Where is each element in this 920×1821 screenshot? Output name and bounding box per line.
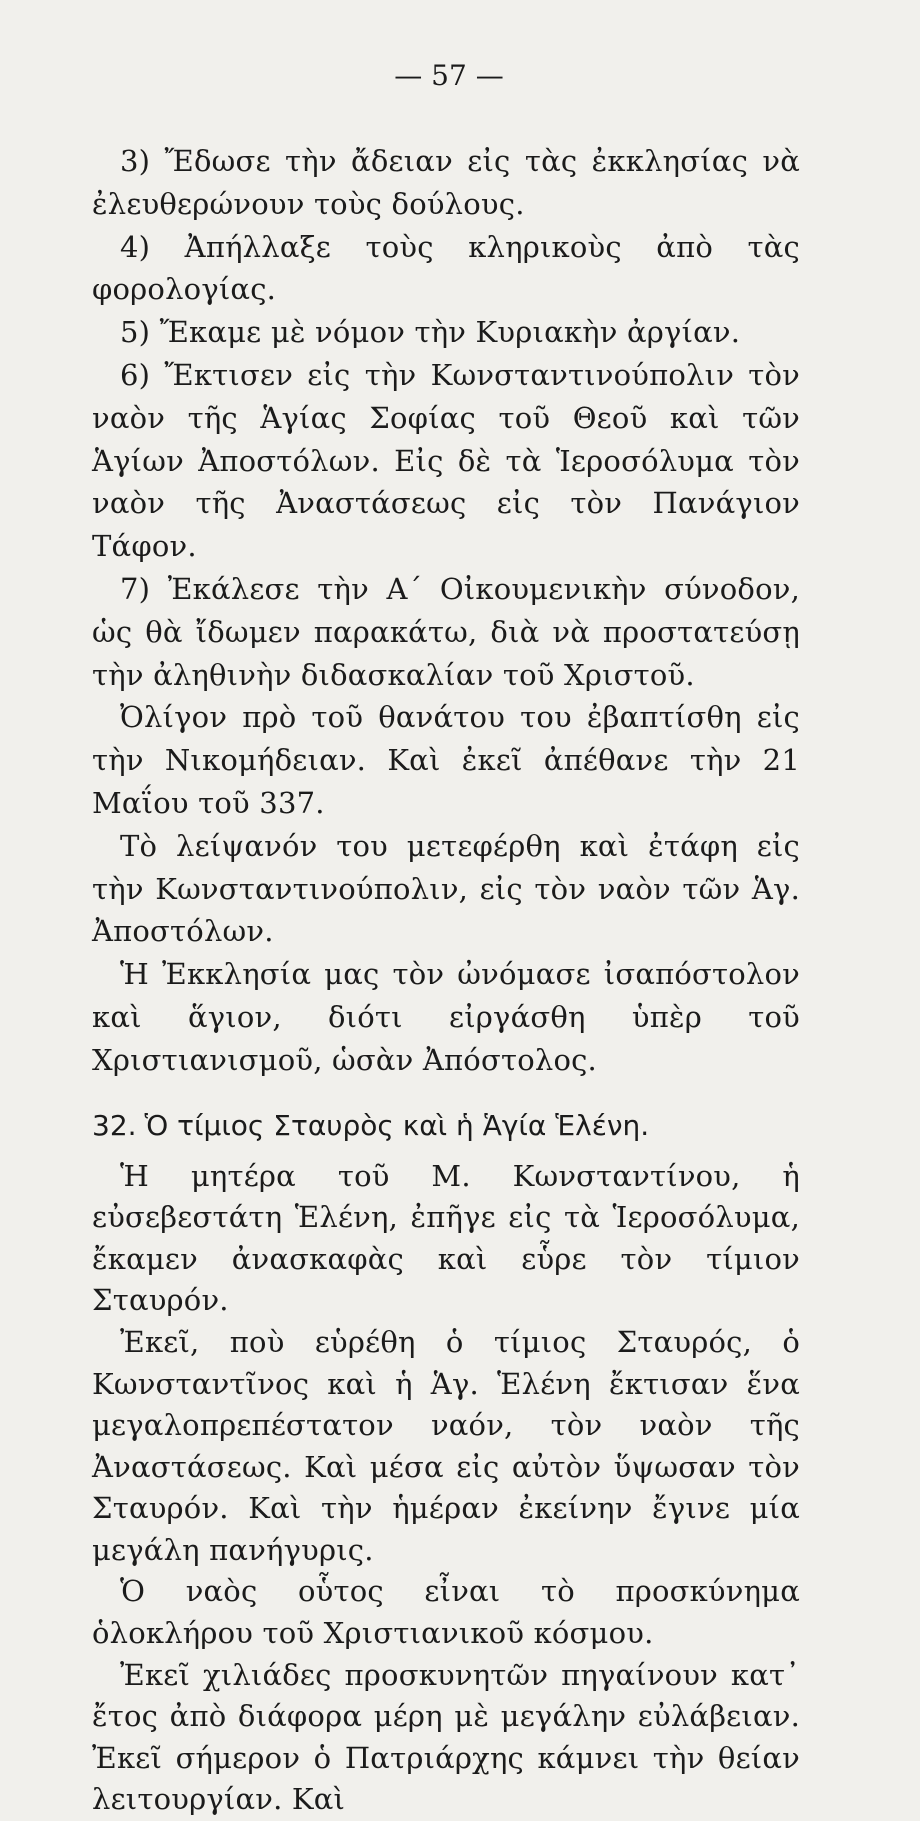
paragraph-item-6: 6) Ἔκτισεν εἰς τὴν Κωνσταντινούπολιν τὸν ναὸν τῆς Ἁγίας Σοφίας τοῦ Θεοῦ καὶ τῶν Ἁγίων Ἀποστόλων. Εἰς δὲ τὰ Ἱεροσόλυμα τὸν ναὸν τῆς Ἀναστάσεως εἰς τὸν Πανάγιον Τάφον. (92, 357, 800, 564)
section-paragraph-church: Ἐκεῖ, ποὺ εὑρέθη ὁ τίμιος Σταυρός, ὁ Κωνσταντῖνος καὶ ἡ Ἁγ. Ἑλένη ἔκτισαν ἕνα μεγαλοπρεπέστατον ναόν, τὸν ναὸν τῆς Ἀναστάσεως. Καὶ μέσα εἰς αὐτὸν ὕψωσαν τὸν Σταυρόν. Καὶ τὴν ἡμέραν ἐκείνην ἔγινε μία μεγάλη πανήγυρις. (92, 1324, 800, 1567)
section-paragraph-pilgrims: Ἐκεῖ χιλιάδες προσκυνητῶν πηγαίνουν κατ᾿ ἔτος ἀπὸ διάφορα μέρη μὲ μεγάλην εὐλάβειαν. Ἐκεῖ σήμερον ὁ Πατριάρχης κάμνει τὴν θείαν λειτουργίαν. Καὶ (92, 1657, 800, 1817)
paragraph-item-5: 5) Ἔκαμε μὲ νόμον τὴν Κυριακὴν ἀργίαν. (120, 315, 741, 350)
paragraph-saint: Ἡ Ἐκκλησία μας τὸν ὠνόμασε ἰσαπόστολον καὶ ἅγιον, διότι εἰργάσθη ὑπὲρ τοῦ Χριστιανισμοῦ, ὡσὰν Ἀπόστολος. (92, 957, 800, 1077)
section-title: Ὁ τίμιος Σταυρὸς καὶ ἡ Ἁγία Ἑλένη. (144, 1108, 650, 1142)
paragraph-item-3: 3) Ἔδωσε τὴν ἄδειαν εἰς τὰς ἐκκλησίας νὰ ἐλευθερώνουν τοὺς δούλους. (92, 144, 800, 221)
section-paragraph-pilgrimage: Ὁ ναὸς οὗτος εἶναι τὸ προσκύνημα ὁλοκλήρου τοῦ Χριστιανικοῦ κόσμου. (92, 1574, 800, 1651)
section-heading (92, 1106, 800, 1146)
page-number: — 57 — (394, 59, 504, 92)
paragraph-item-7: 7) Ἐκάλεσε τὴν Α΄ Οἰκουμενικὴν σύνοδον, ὡς θὰ ἴδωμεν παρακάτω, διὰ νὰ προστατεύσῃ τὴν ἀληθινὴν διδασκαλίαν τοῦ Χριστοῦ. (92, 571, 800, 692)
body-text (92, 140, 800, 1821)
paragraph-relics: Τὸ λείψανόν του μετεφέρθη καὶ ἐτάφη εἰς τὴν Κωνσταντινούπολιν, εἰς τὸν ναὸν τῶν Ἁγ. Ἀποστόλων. (92, 828, 800, 949)
section-paragraph-helen: Ἡ μητέρα τοῦ Μ. Κωνσταντίνου, ἡ εὐσεβεστάτη Ἑλένη, ἐπῆγε εἰς τὰ Ἱεροσόλυμα, ἔκαμεν ἀνασκαφὰς καὶ εὗρε τὸν τίμιον Σταυρόν. (92, 1158, 800, 1318)
paragraph-baptism: Ὀλίγον πρὸ τοῦ θανάτου του ἐβαπτίσθη εἰς τὴν Νικομήδειαν. Καὶ ἐκεῖ ἀπέθανε τὴν 21 Μαΐου τοῦ 337. (92, 700, 800, 820)
paragraph-item-4: 4) Ἀπήλλαξε τοὺς κληρικοὺς ἀπὸ τὰς φορολογίας. (92, 229, 800, 307)
section-number: 32. (92, 1108, 137, 1142)
